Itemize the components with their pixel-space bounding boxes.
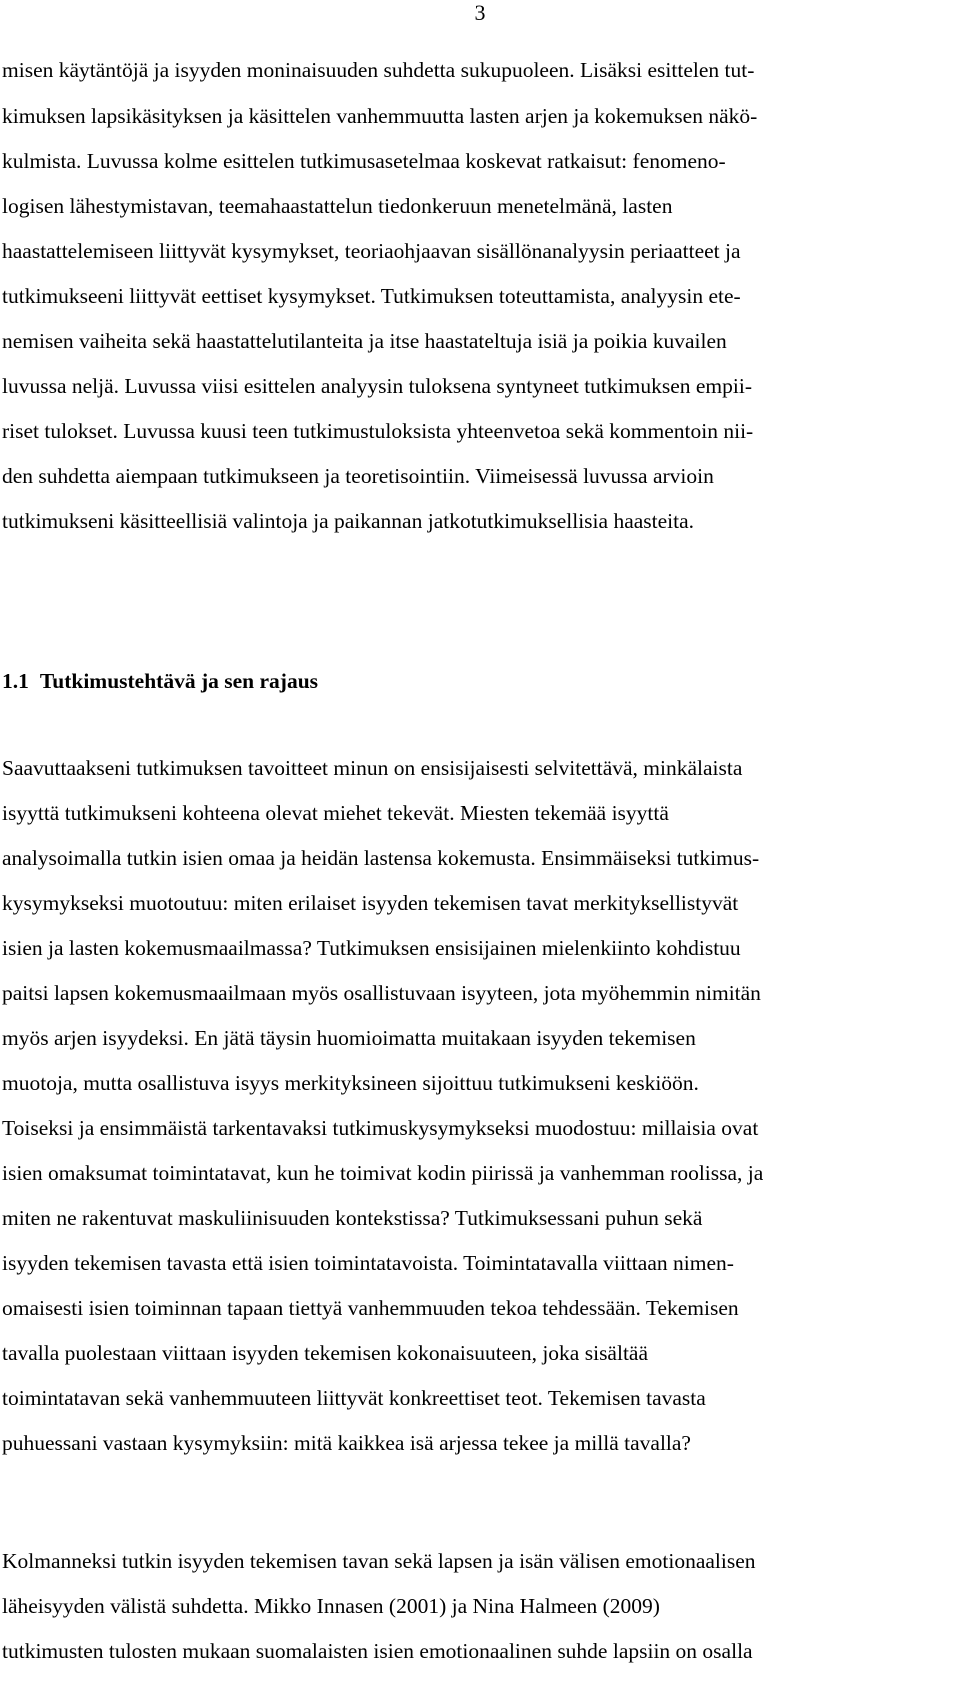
text-line: luvussa neljä. Luvussa viisi esittelen analyysin tuloksena syntyneet tutkimuksen empii- — [2, 374, 752, 398]
text-line: omaisesti isien toiminnan tapaan tiettyä vanhemmuuden tekoa tehdessään. Tekemisen — [2, 1296, 739, 1320]
section-heading — [2, 668, 318, 694]
text-line: isyyden tekemisen tavasta että isien toimintatavoista. Toimintatavalla viittaan nimen- — [2, 1251, 734, 1275]
text-line: kysymykseksi muotoutuu: miten erilaiset isyyden tekemisen tavat merkityksellistyvät — [2, 891, 739, 915]
page-number: 3 — [474, 0, 486, 25]
text-line: kulmista. Luvussa kolme esittelen tutkimusasetelmaa koskevat ratkaisut: fenomeno- — [2, 149, 726, 173]
text-line: myös arjen isyydeksi. En jätä täysin huomioimatta muitakaan isyyden tekemisen — [2, 1026, 696, 1050]
text-line: puhuessani vastaan kysymyksiin: mitä kaikkea isä arjessa tekee ja millä tavalla? — [2, 1431, 691, 1455]
text-line: Saavuttaakseni tutkimuksen tavoitteet minun on ensisijaisesti selvitettävä, minkälaista — [2, 756, 743, 780]
text-line: logisen lähestymistavan, teemahaastattelun tiedonkeruun menetelmänä, lasten — [2, 194, 673, 218]
text-line: isien omaksumat toimintatavat, kun he toimivat kodin piirissä ja vanhemman roolissa, ja — [2, 1161, 764, 1185]
text-line: den suhdetta aiempaan tutkimukseen ja teoretisointiin. Viimeisessä luvussa arvioin — [2, 464, 714, 488]
section-number: 1.1 — [2, 669, 29, 693]
text-line: nemisen vaiheita sekä haastattelutilanteita ja itse haastateltuja isiä ja poikia kuvailen — [2, 329, 727, 353]
text-line: toimintatavan sekä vanhemmuuteen liittyvät konkreettiset teot. Tekemisen tavasta — [2, 1386, 706, 1410]
text-line: riset tulokset. Luvussa kuusi teen tutkimustuloksista yhteenvetoa sekä kommentoin nii- — [2, 419, 754, 443]
section-title: Tutkimustehtävä ja sen rajaus — [39, 669, 319, 693]
text-line: Toiseksi ja ensimmäistä tarkentavaksi tutkimuskysymykseksi muodostuu: millaisia ovat — [2, 1116, 759, 1140]
text-line: muotoja, mutta osallistuva isyys merkityksineen sijoittuu tutkimukseni keskiöön. — [2, 1071, 699, 1095]
text-line: tutkimukseeni liittyvät eettiset kysymykset. Tutkimuksen toteuttamista, analyysin ete- — [2, 284, 741, 308]
text-line: haastattelemiseen liittyvät kysymykset, teoriaohjaavan sisällönanalyysin periaatteet ja — [2, 239, 741, 263]
text-line: miten ne rakentuvat maskuliinisuuden kontekstissa? Tutkimuksessani puhun sekä — [2, 1206, 703, 1230]
text-line: analysoimalla tutkin isien omaa ja heidän lastensa kokemusta. Ensimmäiseksi tutkimus- — [2, 846, 760, 870]
text-line: paitsi lapsen kokemusmaailmaan myös osallistuvaan isyyteen, jota myöhemmin nimitän — [2, 981, 761, 1005]
text-line: tavalla puolestaan viittaan isyyden tekemisen kokonaisuuteen, joka sisältää — [2, 1341, 649, 1365]
text-line: misen käytäntöjä ja isyyden moninaisuuden suhdetta sukupuoleen. Lisäksi esittelen tut- — [2, 58, 755, 82]
text-line: kimuksen lapsikäsityksen ja käsittelen vanhemmuutta lasten arjen ja kokemuksen näkö- — [2, 104, 758, 128]
text-line: Kolmanneksi tutkin isyyden tekemisen tavan sekä lapsen ja isän välisen emotionaalisen — [2, 1549, 756, 1573]
text-line: isien ja lasten kokemusmaailmassa? Tutkimuksen ensisijainen mielenkiinto kohdistuu — [2, 936, 741, 960]
text-line: tutkimusten tulosten mukaan suomalaisten isien emotionaalinen suhde lapsiin on osalla — [2, 1639, 753, 1663]
text-line: läheisyyden välistä suhdetta. Mikko Innasen (2001) ja Nina Halmeen (2009) — [2, 1594, 660, 1618]
text-line: tutkimukseni käsitteellisiä valintoja ja paikannan jatkotutkimuksellisia haasteita. — [2, 509, 695, 533]
text-line: isyyttä tutkimukseni kohteena olevat miehet tekevät. Miesten tekemää isyyttä — [2, 801, 669, 825]
